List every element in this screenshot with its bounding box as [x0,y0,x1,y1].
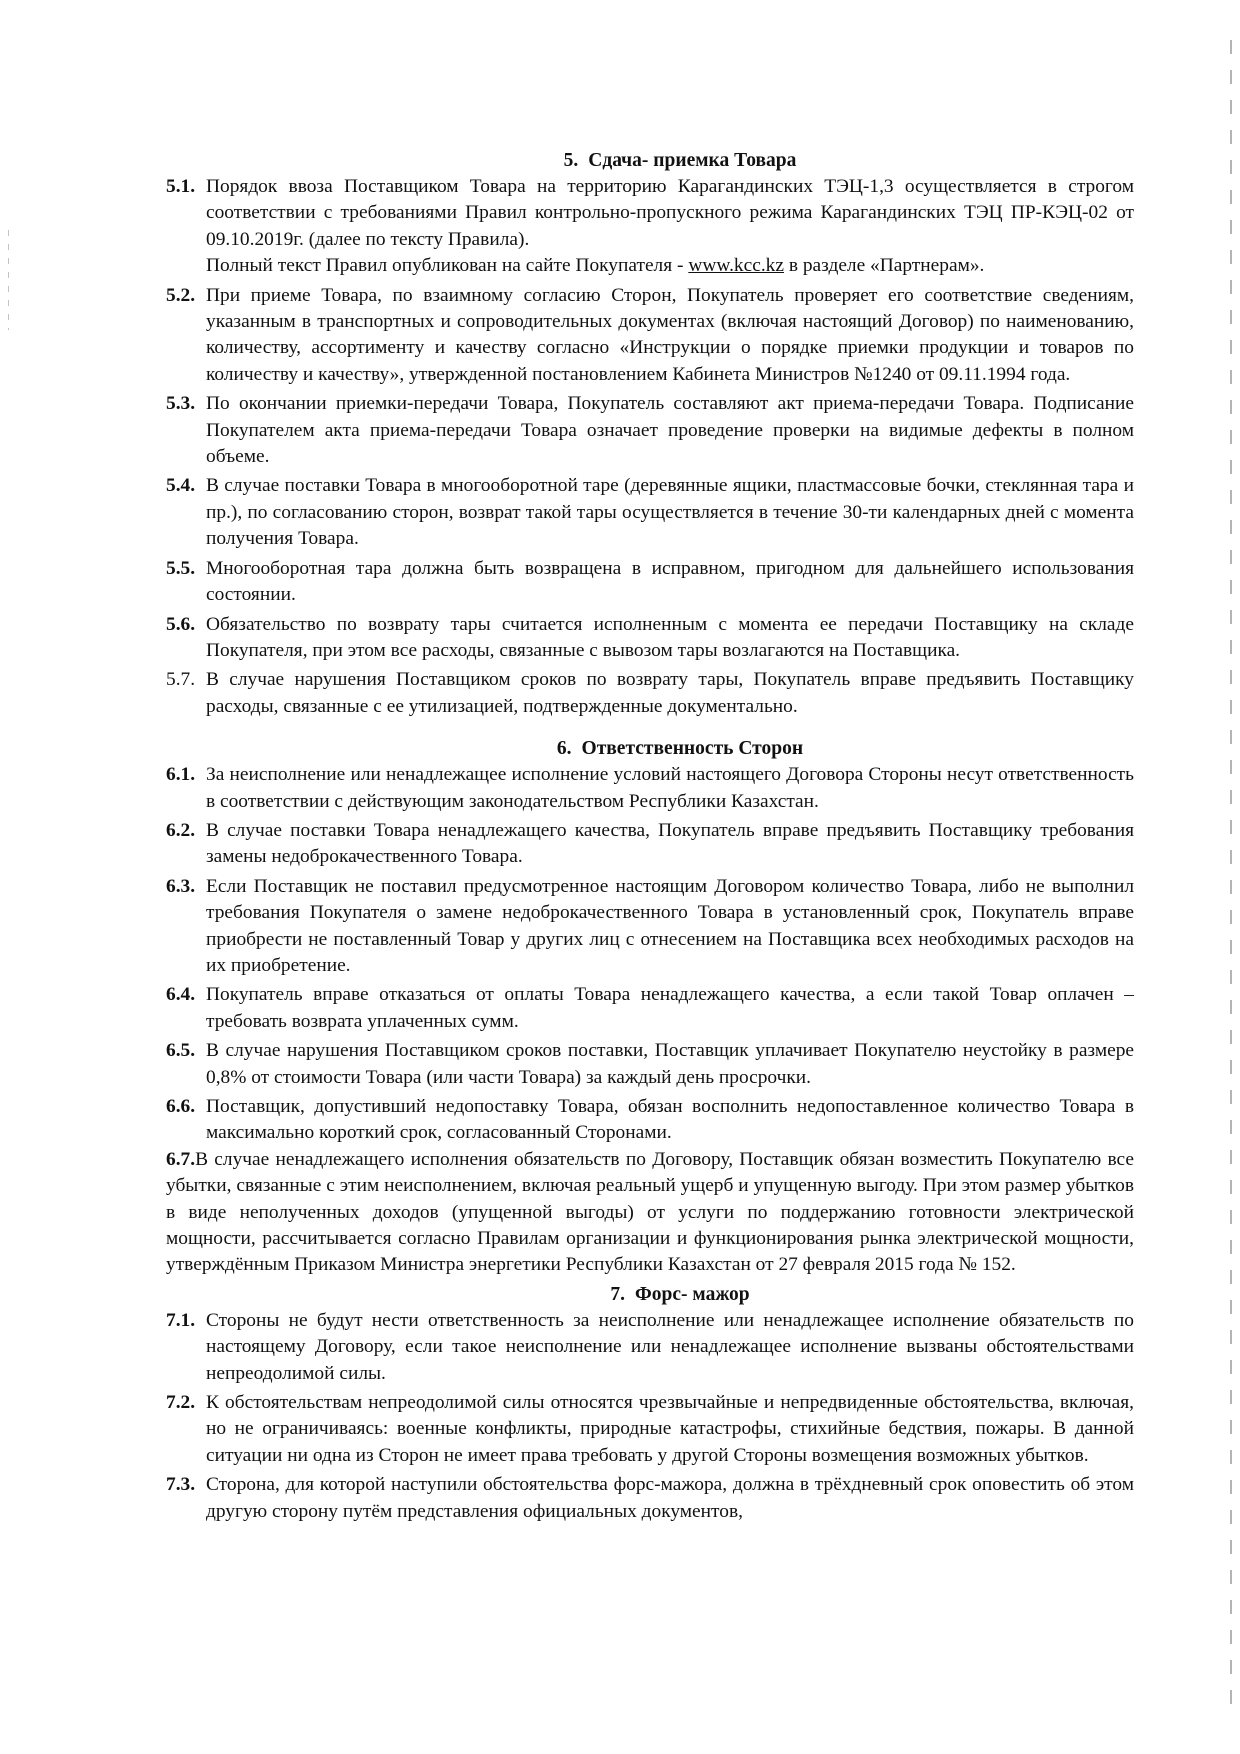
clause-text: В случае ненадлежащего исполнения обязательств по Договору, Поставщик обязан возместить Покупателю все убытки, связанные с этим неисполнением, включая реальный ущерб и упущенную выгоду. При этом размер убытков в виде неполученных доходов (упущенной выгоды) от услуги по поддержанию готовности электрической мощности, рассчитывается согласно Правилам организации и функционирования рынка электрической мощности, утверждённым Приказом Министра энергетики Республики Казахстан от 27 февраля 2015 года № 152. [166,1148,1134,1276]
clause-extra-text-end: в разделе «Партнерам». [788,255,985,277]
clause-5-1-extra [206,253,1134,279]
section-number: 6. [556,738,572,760]
clause-6-7 [166,1147,1134,1279]
clause-number: 5.7. [166,669,196,691]
clause-text: В случае нарушения Поставщиком сроков поставки, Поставщик уплачивает Покупателю неустойку в размере 0,8% от стоимости Товара (или части Товара) за каждый день просрочки. [206,1040,1134,1088]
clause-text: Многооборотная тара должна быть возвращена в исправном, пригодном для дальнейшего использования состоянии. [206,557,1134,606]
section-title: Ответственность Сторон [581,738,804,760]
clause-number: 6.3. [166,875,196,897]
clause-extra-text: Полный текст Правил опубликован на сайте Покупателя - [206,255,684,277]
section-7-heading [166,1282,1134,1308]
clause-text: Порядок ввоза Поставщиком Товара на территорию Карагандинских ТЭЦ-1,3 осуществляется в строгом соответствии с требованиями Правил контрольно-пропускного режима Карагандинских ТЭЦ ПР-КЭЦ-02 от 09.10.2019г. (далее по тексту Правила). [206,176,1134,250]
scan-edge-mark [1230,40,1232,1720]
clause-number: 5.3. [166,393,196,415]
clause-text: Если Поставщик не поставил предусмотренное настоящим Договором количество Товара, либо не выполнил требования Покупателя о замене недоброкачественного Товара в установленный срок, Покупатель вправе приобрести не поставленный Товар у других лиц с отнесением на Поставщика всех необходимых расходов на их приобретение. [206,875,1134,976]
clause-6-3 [166,874,1134,980]
clause-text: Покупатель вправе отказаться от оплаты Товара ненадлежащего качества, а если такой Товар оплачен – требовать возврата уплаченных сумм. [206,984,1134,1032]
clause-5-2 [166,283,1134,389]
section-6-heading [166,736,1134,762]
clause-text: При приеме Товара, по взаимному согласию Сторон, Покупатель проверяет его соответствие сведениям, указанным в транспортных и сопроводительных документах (включая настоящий Договор) по наименованию, количеству, ассортименту и качеству согласно «Инструкции о порядке приемки продукции и товаров по количеству и качеству», утвержденной постановлением Кабинета Министров №1240 от 09.11.1994 года. [206,284,1134,385]
clause-text: По окончании приемки-передачи Товара, Покупатель составляют акт приема-передачи Товара. Подписание Покупателем акта приема-передачи Товара означает проведение проверки на видимые дефекты в полном объеме. [206,393,1134,468]
section-number: 7. [610,1283,626,1305]
clause-5-3 [166,391,1134,470]
clause-text: В случае поставки Товара в многооборотной таре (деревянные ящики, пластмассовые бочки, стеклянная тара и пр.), по согласованию сторон, возврат такой тары осуществляется в течение 30-ти календарных дней с момента получения Товара. [206,475,1134,550]
clause-number: 6.7. [166,1148,196,1170]
clause-text: В случае поставки Товара ненадлежащего качества, Покупатель вправе предъявить Поставщику требования замены недоброкачественного Товара. [206,819,1134,868]
clause-number: 5.5. [166,557,196,579]
clause-5-1 [166,174,1134,253]
clause-number: 7.3. [166,1474,196,1496]
clause-number: 6.5. [166,1040,196,1062]
scan-edge-mark-left [8,230,9,330]
document-body [166,148,1134,1525]
clause-6-1 [166,762,1134,815]
clause-5-7 [166,667,1134,720]
clause-text: Сторона, для которой наступили обстоятельства форс-мажора, должна в трёхдневный срок оповестить об этом другую сторону путём представления официальных документов, [206,1474,1134,1522]
clause-number: 6.2. [166,819,196,841]
section-title: Сдача- приемка Товара [588,150,797,171]
website-link[interactable]: www.kcc.kz [688,255,784,277]
clause-number: 6.6. [166,1096,196,1117]
clause-7-1 [166,1308,1134,1387]
clause-number: 5.6. [166,613,196,635]
clause-text: В случае нарушения Поставщиком сроков по возврату тары, Покупатель вправе предъявить Поставщику расходы, связанные с ее утилизацией, подтвержденные документально. [206,669,1134,717]
clause-7-2 [166,1390,1134,1469]
clause-text: К обстоятельствам непреодолимой силы относятся чрезвычайные и непредвиденные обстоятельства, включая, но не ограничиваясь: военные конфликты, природные катастрофы, стихийные бедствия, пожары. В данной ситуации ни одна из Сторон не имеет права требовать у другой Стороны возмещения возможных убытков. [206,1392,1134,1466]
clause-6-5 [166,1038,1134,1091]
clause-text: Поставщик, допустивший недопоставку Товара, обязан восполнить недопоставленное количество Товара в максимально короткий срок, согласованный Сторонами. [206,1096,1134,1144]
section-5-heading [166,148,1134,174]
clause-6-4 [166,982,1134,1035]
clause-6-6 [166,1094,1134,1147]
clause-text: За неисполнение или ненадлежащее исполнение условий настоящего Договора Стороны несут ответственность в соответствии с действующим законодательством Республики Казахстан. [206,764,1134,812]
clause-number: 6.1. [166,764,196,786]
clause-5-4 [166,473,1134,552]
clause-text: Обязательство по возврату тары считается исполненным с момента ее передачи Поставщику на складе Покупателя, при этом все расходы, связанные с вывозом тары возлагаются на Поставщика. [206,613,1134,661]
section-title: Форс- мажор [635,1283,750,1305]
clause-5-5 [166,556,1134,609]
clause-number: 7.1. [166,1309,196,1331]
section-number: 5. [563,150,579,171]
clause-text: Стороны не будут нести ответственность за неисполнение или ненадлежащее исполнение обязательств по настоящему Договору, если такое неисполнение или ненадлежащее исполнение вызваны обстоятельствами непреодолимой силы. [206,1309,1134,1384]
clause-number: 7.2. [166,1392,196,1414]
clause-number: 5.4. [166,475,196,497]
clause-number: 6.4. [166,984,196,1006]
clause-6-2 [166,818,1134,871]
clause-5-6 [166,612,1134,665]
clause-number: 5.2. [166,284,196,306]
clause-7-3 [166,1472,1134,1525]
clause-number: 5.1. [166,176,196,197]
